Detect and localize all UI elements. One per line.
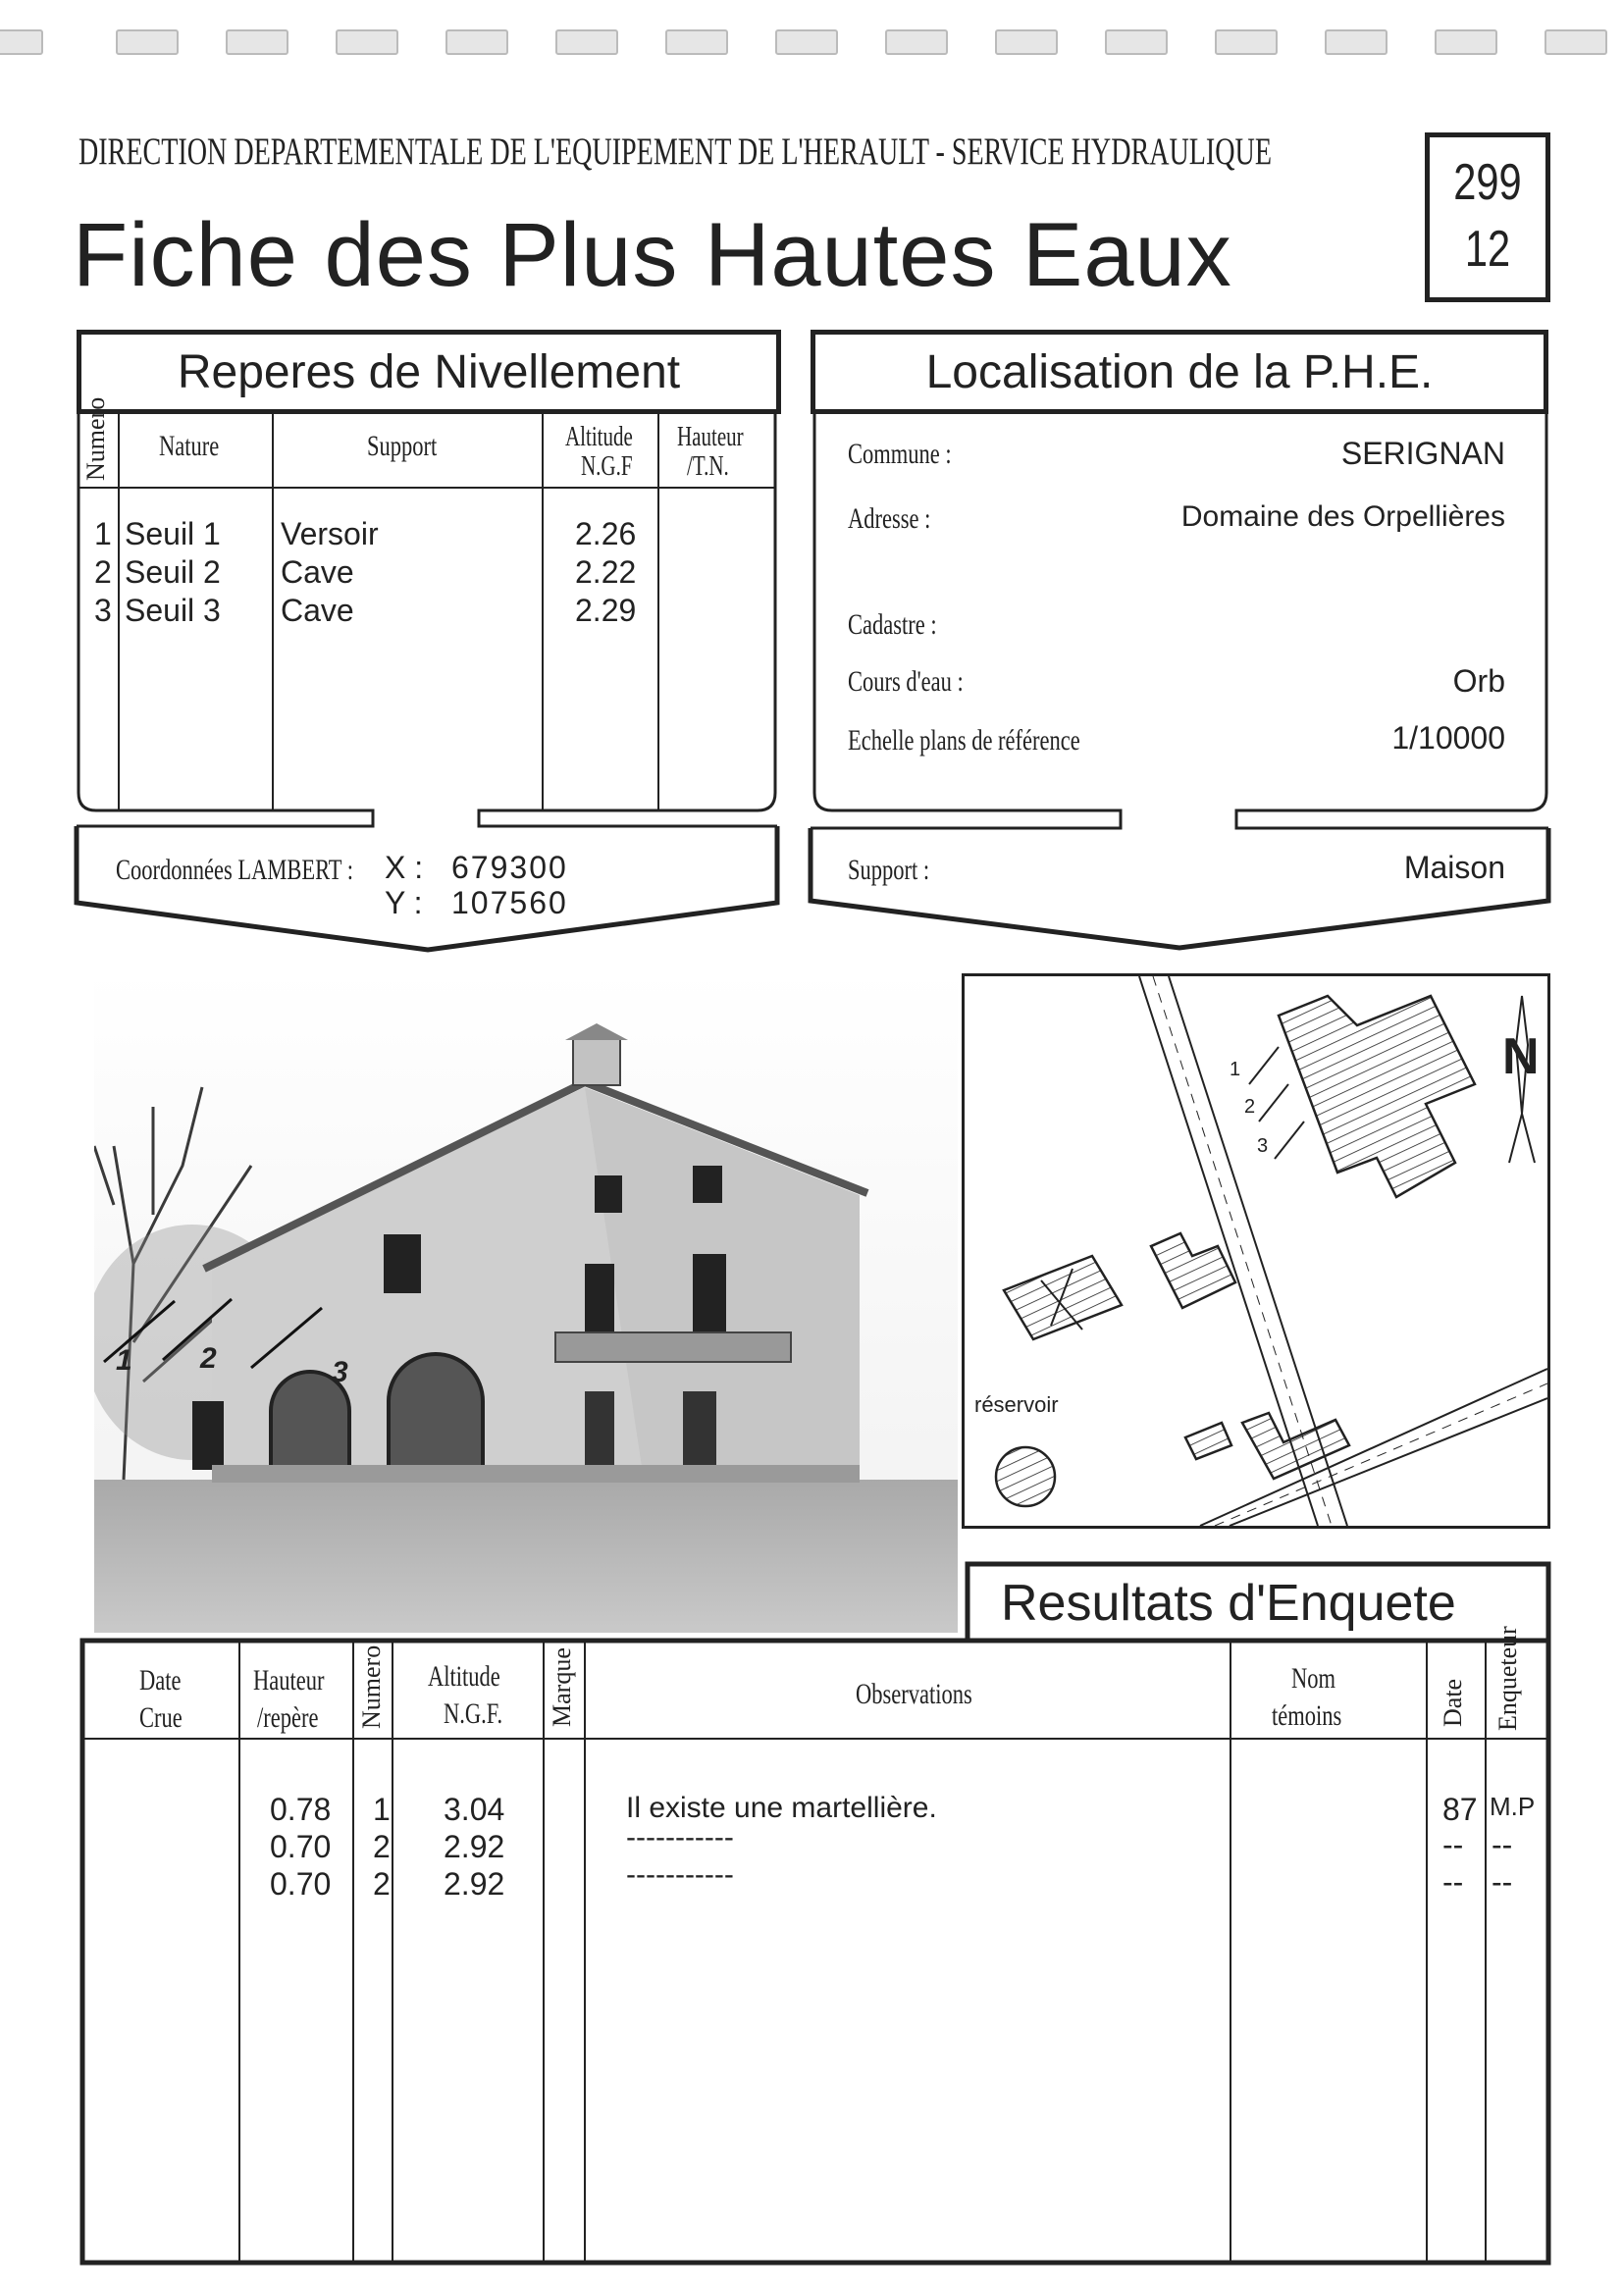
photo-arrow-label-3: 3	[332, 1356, 348, 1388]
col-header-observations: Observations	[856, 1678, 972, 1710]
col-header-nom: Nom	[1291, 1662, 1335, 1695]
col-header-hauteur-l2: /repère	[257, 1701, 319, 1734]
lambert-x-value: 679300	[451, 850, 568, 885]
support-label: Support :	[848, 854, 930, 886]
echelle-label: Echelle plans de référence	[848, 724, 1080, 757]
repere-numero: 1	[94, 516, 112, 551]
col-header-altitude: Altitude	[565, 422, 633, 452]
resultat-numero: 2	[373, 1829, 391, 1864]
fiche-number-bottom: 12	[1464, 221, 1511, 278]
adresse-label: Adresse :	[848, 502, 931, 535]
repere-nature: Seuil 3	[125, 593, 221, 628]
resultat-enqueteur: --	[1492, 1864, 1513, 1900]
resultat-date: --	[1442, 1864, 1464, 1900]
reservoir-label: réservoir	[974, 1392, 1059, 1417]
resultat-altitude: 2.92	[444, 1829, 505, 1864]
resultat-numero: 1	[373, 1792, 391, 1827]
resultat-numero: 2	[373, 1866, 391, 1902]
lambert-y-value: 107560	[451, 885, 568, 920]
reperes-title: Reperes de Nivellement	[77, 330, 781, 414]
map-repere-label-2: 2	[1244, 1096, 1256, 1118]
repere-altitude: 2.22	[575, 554, 637, 590]
adresse-value: Domaine des Orpellières	[1180, 500, 1505, 533]
resultats-title: Resultats d'Enquete	[1001, 1575, 1456, 1632]
repere-support: Cave	[281, 554, 354, 590]
lambert-label: Coordonnées LAMBERT :	[116, 854, 353, 886]
col-header-altitude-unit: N.G.F	[581, 451, 633, 482]
resultat-hauteur: 0.70	[270, 1829, 332, 1864]
lambert-x-label: X :	[385, 850, 424, 885]
col-header-hauteur: Hauteur	[677, 422, 744, 452]
repere-numero: 3	[94, 593, 112, 628]
repere-altitude: 2.29	[575, 593, 637, 628]
col-header-hauteur: Hauteur	[253, 1664, 325, 1696]
department-header: DIRECTION DEPARTEMENTALE DE L'EQUIPEMENT DE L'HERAULT - SERVICE HYDRAULIQUE	[79, 130, 1272, 173]
photo-arrow-label-1: 1	[116, 1344, 132, 1377]
support-value: Maison	[1403, 850, 1505, 885]
repere-nature: Seuil 1	[125, 516, 221, 551]
resultat-hauteur: 0.70	[270, 1866, 332, 1902]
col-header-hauteur-unit: /T.N.	[687, 451, 729, 482]
repere-altitude: 2.26	[575, 516, 637, 551]
col-header-temoins: témoins	[1272, 1699, 1342, 1732]
repere-nature: Seuil 2	[125, 554, 221, 590]
resultat-observation: -----------	[626, 1858, 734, 1891]
resultat-altitude: 2.92	[444, 1866, 505, 1902]
cadastre-label: Cadastre :	[848, 608, 937, 641]
col-header-date-crue: Date	[139, 1664, 182, 1696]
resultat-observation: -----------	[626, 1821, 734, 1853]
commune-label: Commune :	[848, 438, 952, 470]
resultat-observation: Il existe une martellière.	[626, 1792, 937, 1824]
resultat-enqueteur: --	[1492, 1827, 1513, 1862]
col-header-date-crue-l2: Crue	[139, 1701, 183, 1734]
col-header-altitude-l2: N.G.F.	[444, 1697, 503, 1730]
cours-eau-label: Cours d'eau :	[848, 665, 964, 698]
map-repere-label-1: 1	[1230, 1059, 1241, 1080]
col-header-enqueteur: Enqueteur	[1493, 1626, 1522, 1731]
resultat-date: 87	[1442, 1792, 1478, 1827]
col-header-nature: Nature	[159, 430, 220, 462]
col-header-marque: Marque	[548, 1647, 576, 1727]
repere-support: Cave	[281, 593, 354, 628]
page-title: Fiche des Plus Hautes Eaux	[73, 205, 1232, 305]
col-header-numero: Numero	[357, 1644, 386, 1729]
repere-support: Versoir	[281, 516, 379, 551]
cours-eau-value: Orb	[1452, 663, 1505, 699]
map-repere-label-3: 3	[1257, 1135, 1269, 1157]
north-arrow-icon: N	[1502, 1028, 1540, 1085]
repere-numero: 2	[94, 554, 112, 590]
col-header-altitude: Altitude	[428, 1660, 500, 1693]
photo-arrow-label-2: 2	[200, 1342, 217, 1375]
resultat-date: --	[1442, 1827, 1464, 1862]
col-header-date: Date	[1439, 1678, 1467, 1727]
col-header-support: Support	[367, 430, 438, 462]
echelle-value: 1/10000	[1391, 720, 1505, 756]
lambert-y-label: Y :	[385, 885, 423, 920]
fiche-number-top: 299	[1453, 154, 1522, 211]
resultat-altitude: 3.04	[444, 1792, 505, 1827]
col-header-numero: Numero	[81, 396, 110, 481]
resultat-enqueteur: M.P	[1490, 1792, 1536, 1821]
localisation-title: Localisation de la P.H.E.	[811, 330, 1548, 414]
commune-value: SERIGNAN	[1340, 436, 1505, 471]
resultat-hauteur: 0.78	[270, 1792, 332, 1827]
